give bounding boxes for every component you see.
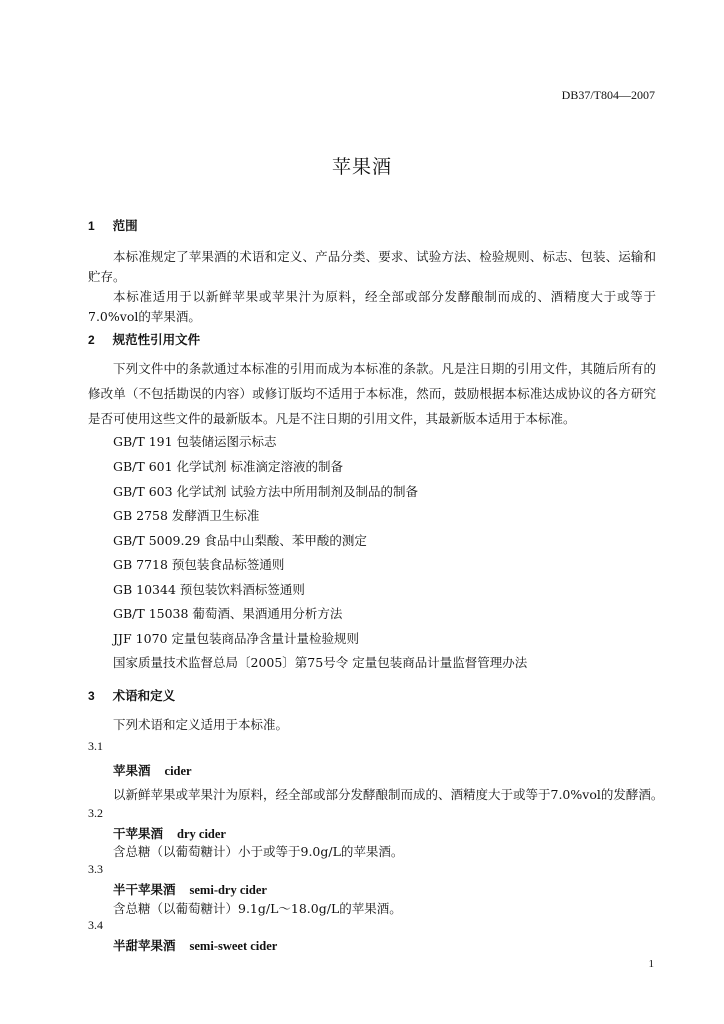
section-number: 1 [88,219,95,233]
term-chinese: 半甜苹果酒 [113,938,176,953]
term-english: semi-sweet cider [189,939,278,953]
term-definition: 含总糖（以葡萄糖计）9.1g/L～18.0g/L的苹果酒。 [113,901,402,916]
section-title: 规范性引用文件 [112,332,201,347]
term-definition: 含总糖（以葡萄糖计）小于或等于9.0g/L的苹果酒。 [113,844,404,859]
reference-item: 国家质量技术监督总局〔2005〕第75号令 定量包装商品计量监督管理办法 [113,655,528,670]
document-title: 苹果酒 [331,156,392,178]
term-heading [113,761,192,779]
term-heading [113,936,277,954]
section-1-heading [88,216,138,234]
scope-paragraph-2: 本标准适用于以新鲜苹果或苹果汁为原料，经全部或部分发酵酿制而成的、酒精度大于或等于7.0%vol的苹果酒。 [88,289,656,324]
term-number: 3.4 [88,918,103,932]
term-chinese: 半干苹果酒 [113,882,176,897]
term-english: semi-dry cider [189,883,267,897]
section-3-heading [88,686,175,704]
term-number: 3.2 [88,806,103,820]
term-heading [113,880,267,898]
term-chinese: 干苹果酒 [113,826,164,841]
term-definition: 以新鲜苹果或苹果汁为原料，经全部或部分发酵酿制而成的、酒精度大于或等于7.0%vol的发酵酒。 [113,787,664,802]
term-english: dry cider [177,827,226,841]
reference-item: GB 7718 预包装食品标签通则 [113,557,285,572]
reference-item: GB/T 191 包装储运图示标志 [113,434,277,449]
reference-item: GB/T 603 化学试剂 试验方法中所用制剂及制品的制备 [113,484,418,499]
reference-item: GB/T 5009.29 食品中山梨酸、苯甲酸的测定 [113,533,367,548]
reference-item: JJF 1070 定量包装商品净含量计量检验规则 [113,631,359,646]
reference-item: GB/T 15038 葡萄酒、果酒通用分析方法 [113,606,343,621]
section-2-heading [88,330,200,348]
reference-item: GB 2758 发酵酒卫生标准 [113,508,260,523]
section-title: 范围 [112,218,138,233]
reference-item: GB/T 601 化学试剂 标准滴定溶液的制备 [113,459,343,474]
reference-item: GB 10344 预包装饮料酒标签通则 [113,582,305,597]
term-heading [113,824,226,842]
page-number: 1 [648,958,654,970]
section-number: 2 [88,333,95,347]
term-english: cider [164,764,192,778]
section-number: 3 [88,689,95,703]
normative-references-paragraph: 下列文件中的条款通过本标准的引用而成为本标准的条款。凡是注日期的引用文件，其随后所有的修改单（不包括勘误的内容）或修订版均不适用于本标准，然而，鼓励根据本标准达成协议的各方研究是否可使用这些文件的最新版本。凡是不注日期的引用文件，其最新版本适用于本标准。 [88,361,656,426]
term-number: 3.1 [88,739,103,753]
section-title: 术语和定义 [112,688,176,703]
scope-paragraph-1: 本标准规定了苹果酒的术语和定义、产品分类、要求、试验方法、检验规则、标志、包装、运输和贮存。 [88,249,656,284]
standard-code: DB37/T804—2007 [561,88,655,102]
terms-intro: 下列术语和定义适用于本标准。 [113,717,289,732]
term-number: 3.3 [88,862,103,876]
term-chinese: 苹果酒 [113,763,151,778]
